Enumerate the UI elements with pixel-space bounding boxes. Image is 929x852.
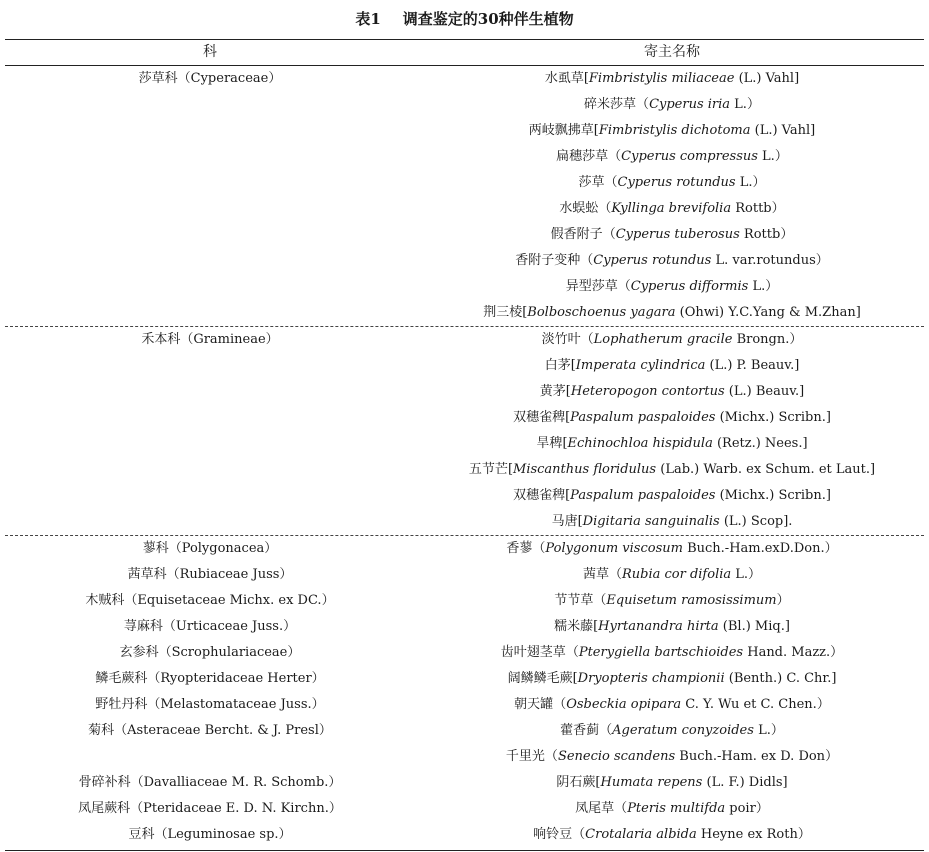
table-row (0, 353, 929, 379)
close-bracket: ） (797, 827, 811, 842)
open-bracket: （ (636, 97, 650, 112)
plant-common-name: 齿叶翅茎草 (500, 645, 566, 660)
plant-authority: (L.) Scop] (719, 514, 789, 529)
plant-cell (420, 588, 924, 614)
plant-common-name: 千里光 (505, 749, 545, 764)
plant-common-name: 糯米藤 (554, 619, 594, 634)
open-bracket: （ (604, 175, 618, 190)
plant-cell (420, 640, 924, 666)
plant-authority: C. Y. Wu et C. Chen. (681, 697, 817, 712)
table-row (0, 483, 929, 509)
table-row (0, 718, 929, 744)
family-cell: 豆科（Leguminosae sp.） (128, 827, 292, 842)
close-bracket: ） (774, 149, 788, 164)
plant-scientific-name: Rubia cor difolia (621, 567, 732, 582)
open-bracket: （ (580, 332, 594, 347)
close-bracket: ） (815, 253, 829, 268)
plant-scientific-name: Dryopteris championii (577, 671, 725, 686)
plant-cell (420, 666, 924, 692)
plant-scientific-name: Paspalum paspaloides (570, 488, 716, 503)
open-bracket: （ (614, 801, 628, 816)
family-cell: 野牡丹科（Melastomataceae Juss.） (95, 697, 325, 712)
open-bracket: （ (608, 149, 622, 164)
family-cell: 蓼科（Polygonacea） (142, 541, 278, 556)
close-bracket: ] (794, 71, 800, 86)
table-row (0, 562, 929, 588)
plant-cell (420, 66, 924, 92)
header-family: 科 (203, 44, 217, 60)
table-row (0, 66, 929, 92)
plant-cell (420, 405, 924, 431)
plant-authority: L. (757, 149, 775, 164)
plant-cell (420, 692, 924, 718)
plant-common-name: 黄茅 (539, 384, 566, 399)
plant-common-name: 马唐 (551, 514, 578, 529)
table-row (0, 405, 929, 431)
plant-authority: Buch.-Ham. ex D. Don (675, 749, 826, 764)
plant-cell (420, 718, 924, 744)
plant-cell (420, 222, 924, 248)
plant-scientific-name: Fimbristylis dichotoma (598, 123, 751, 138)
plant-cell (420, 300, 924, 326)
table-row (0, 509, 929, 535)
plant-cell (420, 483, 924, 509)
plant-authority: (Lab.) Warb. ex Schum. et Laut. (656, 462, 870, 477)
plant-cell (420, 822, 924, 848)
close-bracket: ） (746, 97, 760, 112)
plant-scientific-name: Ageratum conyzoides (612, 723, 754, 738)
plant-scientific-name: Cyperus rotundus (617, 175, 736, 190)
plant-common-name: 莎草 (578, 175, 605, 190)
family-cell: 凤尾蕨科（Pteridaceae E. D. N. Kirchn.） (78, 801, 342, 816)
table-body (0, 66, 929, 848)
plant-authority: Rottb (731, 201, 772, 216)
table-row (0, 692, 929, 718)
table-title: 调查鉴定的30种伴生植物 (402, 10, 574, 28)
plant-common-name: 白茅 (544, 358, 571, 373)
family-cell: 荨麻科（Urticaceae Juss.） (123, 619, 297, 634)
table-header (0, 40, 929, 65)
open-bracket: [ (522, 305, 528, 320)
open-bracket: （ (598, 201, 612, 216)
plant-authority: (Michx.) Scribn. (715, 488, 826, 503)
plant-authority: L. (735, 175, 753, 190)
plant-authority: L. (731, 567, 749, 582)
plant-authority: Heyne ex Roth (696, 827, 798, 842)
plant-scientific-name: Equisetum ramosissimum (606, 593, 777, 608)
open-bracket: [ (593, 619, 599, 634)
close-bracket: ） (776, 593, 790, 608)
plant-authority: (L.) Vahl (734, 71, 795, 86)
table-row (0, 170, 929, 196)
family-cell: 菊科（Asteraceae Bercht. & J. Presl） (88, 723, 332, 738)
plant-cell (420, 248, 924, 274)
plant-cell (420, 614, 924, 640)
close-bracket: ） (771, 201, 785, 216)
plant-common-name: 响铃豆 (533, 827, 573, 842)
close-bracket: ） (770, 723, 784, 738)
close-bracket: ] (799, 384, 805, 399)
close-bracket: ） (752, 175, 766, 190)
close-bracket: ] (782, 775, 788, 790)
plant-scientific-name: Imperata cylindrica (575, 358, 706, 373)
plant-cell (420, 796, 924, 822)
table-row (0, 614, 929, 640)
table-row (0, 457, 929, 483)
table-row (0, 588, 929, 614)
plant-scientific-name: Hyrtanandra hirta (598, 619, 719, 634)
header-plant: 寄主名称 (644, 44, 700, 60)
table-row (0, 536, 929, 562)
open-bracket: （ (553, 697, 567, 712)
plant-authority: (Michx.) Scribn. (715, 410, 826, 425)
open-bracket: （ (532, 541, 546, 556)
open-bracket: [ (565, 384, 571, 399)
plant-authority: L. (730, 97, 747, 112)
plant-common-name: 阔鳞鳞毛蕨 (507, 671, 573, 686)
plant-cell (420, 744, 924, 770)
open-bracket: （ (593, 593, 607, 608)
close-bracket: ] (855, 305, 861, 320)
open-bracket: （ (608, 567, 622, 582)
close-bracket: ） (830, 645, 844, 660)
table-row (0, 379, 929, 405)
plant-common-name: 两岐飘拂草 (528, 123, 594, 138)
open-bracket: （ (565, 645, 579, 660)
close-bracket: ] (869, 462, 876, 477)
close-bracket: ） (765, 279, 779, 294)
plant-common-name: 凤尾草 (575, 801, 615, 816)
plant-common-name: 碎米莎草 (584, 97, 637, 112)
plant-authority: L. (748, 279, 766, 294)
plant-cell (420, 770, 924, 796)
plant-authority: (Bl.) Miq. (718, 619, 785, 634)
plant-scientific-name: Echinochloa hispidula (567, 436, 713, 451)
open-bracket: （ (617, 279, 631, 294)
open-bracket: （ (599, 723, 613, 738)
plant-common-name: 朝天罐 (514, 697, 554, 712)
open-bracket: （ (572, 827, 586, 842)
plant-cell (420, 92, 924, 118)
table-row (0, 796, 929, 822)
close-bracket: ] (794, 358, 800, 373)
family-cell: 木贼科（Equisetaceae Michx. ex DC.） (85, 593, 335, 608)
open-bracket: [ (507, 462, 514, 477)
plant-scientific-name: Humata repens (600, 775, 703, 790)
family-cell: 玄参科（Scrophulariaceae） (119, 645, 301, 660)
plant-common-name: 水蜈蚣 (559, 201, 599, 216)
plant-scientific-name: Osbeckia opipara (566, 697, 682, 712)
plant-authority: (Ohwi) Y.C.Yang & M.Zhan (675, 305, 856, 320)
open-bracket: [ (583, 71, 589, 86)
plant-common-name: 茜草 (582, 567, 609, 582)
plant-common-name: 异型莎草 (565, 279, 618, 294)
plant-scientific-name: Lophatherum gracile (593, 332, 733, 347)
plant-scientific-name: Paspalum paspaloides (570, 410, 716, 425)
plant-common-name: 香附子变种 (515, 253, 581, 268)
table-row (0, 640, 929, 666)
open-bracket: [ (595, 775, 601, 790)
table-row (0, 118, 929, 144)
plant-cell (420, 118, 924, 144)
table-row (0, 144, 929, 170)
plant-scientific-name: Miscanthus floridulus (513, 462, 657, 477)
plant-scientific-name: Cyperus difformis (630, 279, 749, 294)
table-row (0, 248, 929, 274)
plant-cell (420, 196, 924, 222)
plant-authority: Buch.-Ham.exD.Don. (682, 541, 825, 556)
plant-common-name: 假香附子 (550, 227, 603, 242)
table-row (0, 92, 929, 118)
plant-common-name: 香蓼 (506, 541, 533, 556)
plant-authority: (L. F.) Didls (702, 775, 783, 790)
plant-scientific-name: Cyperus rotundus (593, 253, 712, 268)
plant-authority: (L.) Vahl (750, 123, 811, 138)
table-caption (0, 8, 929, 30)
close-bracket: ） (825, 749, 839, 764)
plant-scientific-name: Cyperus tuberosus (615, 227, 740, 242)
family-cell: 骨碎补科（Davalliaceae M. R. Schomb.） (78, 775, 342, 790)
plant-scientific-name: Digitaria sanguinalis (582, 514, 720, 529)
plant-cell (420, 274, 924, 300)
plant-common-name: 藿香蓟 (560, 723, 600, 738)
plant-authority: (L.) Beauv. (724, 384, 800, 399)
plant-authority: (Retz.) Nees. (712, 436, 803, 451)
open-bracket: （ (580, 253, 594, 268)
close-bracket: ] (825, 410, 831, 425)
plant-scientific-name: Cyperus iria (649, 97, 731, 112)
family-cell: 茜草科（Rubiaceae Juss） (127, 567, 293, 582)
bottom-rule (5, 850, 924, 851)
open-bracket: [ (593, 123, 599, 138)
open-bracket: （ (544, 749, 558, 764)
table-row (0, 327, 929, 353)
plant-authority: poir (725, 801, 756, 816)
plant-scientific-name: Polygonum viscosum (545, 541, 683, 556)
plant-authority: Brongn. (732, 332, 790, 347)
plant-common-name: 荆三棱 (483, 305, 523, 320)
plant-authority: Rottb (739, 227, 781, 242)
plant-cell (420, 509, 924, 535)
plant-common-name: 水虱草 (544, 71, 584, 86)
plant-common-name: 五节芒 (468, 462, 508, 477)
plant-scientific-name: Pteris multifda (627, 801, 726, 816)
close-bracket: ） (824, 541, 838, 556)
close-bracket: ） (780, 227, 794, 242)
table-row (0, 666, 929, 692)
plant-cell (420, 536, 924, 562)
open-bracket: [ (577, 514, 583, 529)
plant-cell (420, 562, 924, 588)
plant-authority: Hand. Mazz. (743, 645, 831, 660)
close-bracket: ] (831, 671, 837, 686)
plant-scientific-name: Crotalaria albida (585, 827, 697, 842)
plant-cell (420, 379, 924, 405)
plant-cell (420, 144, 924, 170)
plant-scientific-name: Bolboschoenus yagara (527, 305, 676, 320)
close-bracket: ） (755, 801, 769, 816)
plant-common-name: 双穗雀稗 (513, 488, 566, 503)
family-cell: 鳞毛蕨科（Ryopteridaceae Herter） (95, 671, 325, 686)
family-cell: 禾本科（Gramineae） (141, 332, 279, 347)
table-number: 表1 (355, 10, 381, 28)
close-bracket: ] (825, 488, 831, 503)
plant-cell (420, 457, 924, 483)
close-bracket: ） (748, 567, 762, 582)
plant-cell (420, 170, 924, 196)
table-row (0, 196, 929, 222)
plant-scientific-name: Heteropogon contortus (570, 384, 725, 399)
table-row (0, 222, 929, 248)
plant-scientific-name: Kyllinga brevifolia (611, 201, 732, 216)
plant-common-name: 节节草 (554, 593, 594, 608)
plant-common-name: 阴石蕨 (556, 775, 596, 790)
open-bracket: [ (572, 671, 578, 686)
close-bracket: ] (784, 619, 790, 634)
table-row (0, 431, 929, 457)
close-bracket: ） (816, 697, 830, 712)
close-bracket: ] (802, 436, 808, 451)
close-bracket: . (788, 514, 793, 529)
table-row (0, 744, 929, 770)
plant-cell (420, 327, 924, 353)
plant-cell (420, 431, 924, 457)
open-bracket: [ (565, 410, 571, 425)
plant-authority: L. var.rotundus (711, 253, 816, 268)
plant-cell (420, 353, 924, 379)
open-bracket: [ (565, 488, 571, 503)
plant-common-name: 双穗雀稗 (513, 410, 566, 425)
plant-scientific-name: Pterygiella bartschioides (578, 645, 744, 660)
open-bracket: [ (562, 436, 568, 451)
table-row (0, 822, 929, 848)
close-bracket: ） (789, 332, 803, 347)
plant-authority: L. (753, 723, 771, 738)
table-row (0, 274, 929, 300)
family-cell: 莎草科（Cyperaceae） (138, 71, 282, 86)
plant-common-name: 淡竹叶 (541, 332, 581, 347)
plant-scientific-name: Senecio scandens (557, 749, 676, 764)
plant-scientific-name: Fimbristylis miliaceae (588, 71, 735, 86)
plant-authority: (Benth.) C. Chr. (724, 671, 832, 686)
table-row (0, 770, 929, 796)
plant-authority: (L.) P. Beauv. (705, 358, 795, 373)
table-row (0, 300, 929, 326)
plant-common-name: 旱稗 (536, 436, 563, 451)
plant-scientific-name: Cyperus compressus (621, 149, 758, 164)
close-bracket: ] (810, 123, 816, 138)
plant-common-name: 扁穗莎草 (556, 149, 609, 164)
open-bracket: [ (570, 358, 576, 373)
open-bracket: （ (602, 227, 616, 242)
